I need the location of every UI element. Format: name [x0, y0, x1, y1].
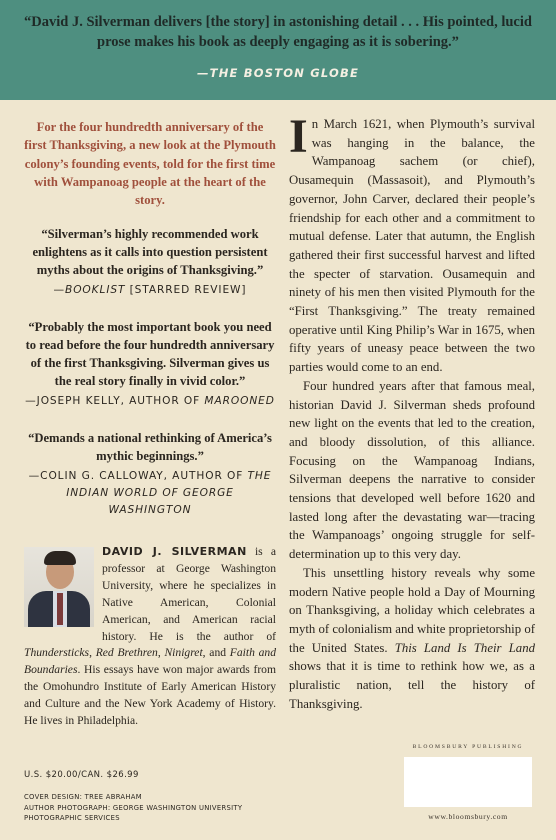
book-title: Ninigret: [164, 646, 203, 660]
attribution-source: THE INDIAN WORLD OF GEORGE WASHINGTON: [66, 470, 272, 517]
bio-separator: ,: [89, 646, 96, 660]
review-kelly: [24, 318, 276, 410]
price: U.S. $20.00/CAN. $26.99: [24, 770, 139, 780]
barcode-area: [404, 757, 532, 807]
credit-line: COVER DESIGN: TREE ABRAHAM: [24, 793, 142, 801]
description-paragraph: [289, 564, 535, 714]
intro-blurb: For the four hundredth anniversary of the first Thanksgiving, a new look at the Plymouth colony’s founding events, told for the first time with Wampanoag people at the heart of the story.: [24, 120, 276, 208]
book-description: [289, 110, 536, 714]
description-paragraph: Four hundred years after that famous meal, historian David J. Silverman sheds profound new light on the events that led to the creation, and bloody dissolution, of this alliance. Focusing on the Wampanoag Indians, Silverman deepens the narrative to consider tensions that developed well before 1620 and lasted long after the devastating war—tracing the Wampanoags’ ongoing struggle for self-determination up to this very day.: [289, 378, 535, 562]
attribution-source: BOOKLIST: [65, 284, 126, 297]
author-photo: [24, 547, 94, 627]
review-booklist: [24, 225, 276, 299]
book-title: Red Brethren: [95, 646, 158, 660]
attribution-suffix: [STARRED REVIEW]: [125, 284, 247, 297]
review-attribution: [24, 468, 276, 519]
drop-cap: I: [289, 110, 308, 163]
publisher-name: BLOOMSBURY PUBLISHING: [412, 744, 524, 750]
attribution-prefix: —: [53, 284, 66, 297]
left-column: [24, 118, 276, 519]
description-paragraph: [289, 110, 535, 377]
banner-attribution: —THE BOSTON GLOBE: [196, 66, 360, 80]
author-bio: [24, 544, 276, 730]
review-quote: “Demands a national rethinking of America’s mythic beginnings.”: [28, 431, 272, 464]
review-attribution: [24, 282, 276, 299]
bio-text: . His essays have won major awards from the Omohundro Institute of Early American History and Culture and the New York Academy of History. He lives in Philadelphia.: [24, 663, 276, 728]
quote-banner: [0, 0, 556, 100]
review-attribution: [24, 393, 276, 410]
bio-separator: , and: [202, 646, 230, 660]
paragraph-text: This unsettling history reveals why some modern Native people hold a Day of Mourning on Thanksgiving, a holiday which celebrates a myth of colonialism and white proprietorship of the United States.: [289, 565, 535, 655]
review-quote: “Silverman’s highly recommended work enlightens as it calls into question persistent myths about the origins of Thanksgiving.”: [32, 227, 268, 278]
paragraph-text: shows that it is time to rethink how we, as a pluralistic nation, tell the history of Thanksgiving.: [289, 659, 535, 711]
attribution-prefix: —JOSEPH KELLY, AUTHOR OF: [25, 395, 205, 408]
book-title: This Land Is Their Land: [394, 640, 536, 655]
publisher-url: www.bloomsbury.com: [428, 812, 508, 821]
book-title: Faith and Boundaries: [24, 646, 277, 677]
credits: [24, 792, 284, 824]
bio-separator: ,: [157, 646, 165, 660]
attribution-source: MAROONED: [204, 395, 275, 408]
review-calloway: [24, 429, 276, 519]
attribution-prefix: —COLIN G. CALLOWAY, AUTHOR OF: [28, 470, 248, 483]
bio-text: is a professor at George Washington University, where he specializes in Native American, Colonial American, and American racial history. He is the author of: [102, 545, 276, 643]
review-quote: “Probably the most important book you need to read before the four hundredth anniversary of the first Thanksgiving. Silverman gives us the real story finally in vivid color.”: [25, 320, 275, 389]
credit-line: PHOTOGRAPHIC SERVICES: [24, 814, 120, 822]
credit-line: AUTHOR PHOTOGRAPH: GEORGE WASHINGTON UNIVERSITY: [24, 803, 243, 812]
paragraph-text: n March 1621, when Plymouth’s survival was hanging in the balance, the Wampanoag sachem (or chief), Ousamequin (Massasoit), and Plymouth’s governor, John Carver, declared their people’s friendship for each other and a commitment to mutual defense. Later that autumn, the English gathered their first successful harvest and lifted the specter of starvation. Ousamequin and ninety of his men then visited Plymouth for the “First Thanksgiving.” The treaty remained operative until King Philip’s War in 1675, when fifty years of uneasy peace between the two parties would come to an end.: [289, 117, 535, 375]
book-title: Thundersticks: [24, 646, 90, 660]
banner-quote: “David J. Silverman delivers [the story] in astonishing detail . . . His pointed, lucid prose makes his book as deeply engaging as it is sobering.”: [24, 14, 532, 50]
author-name: DAVID J. SILVERMAN: [102, 545, 247, 558]
